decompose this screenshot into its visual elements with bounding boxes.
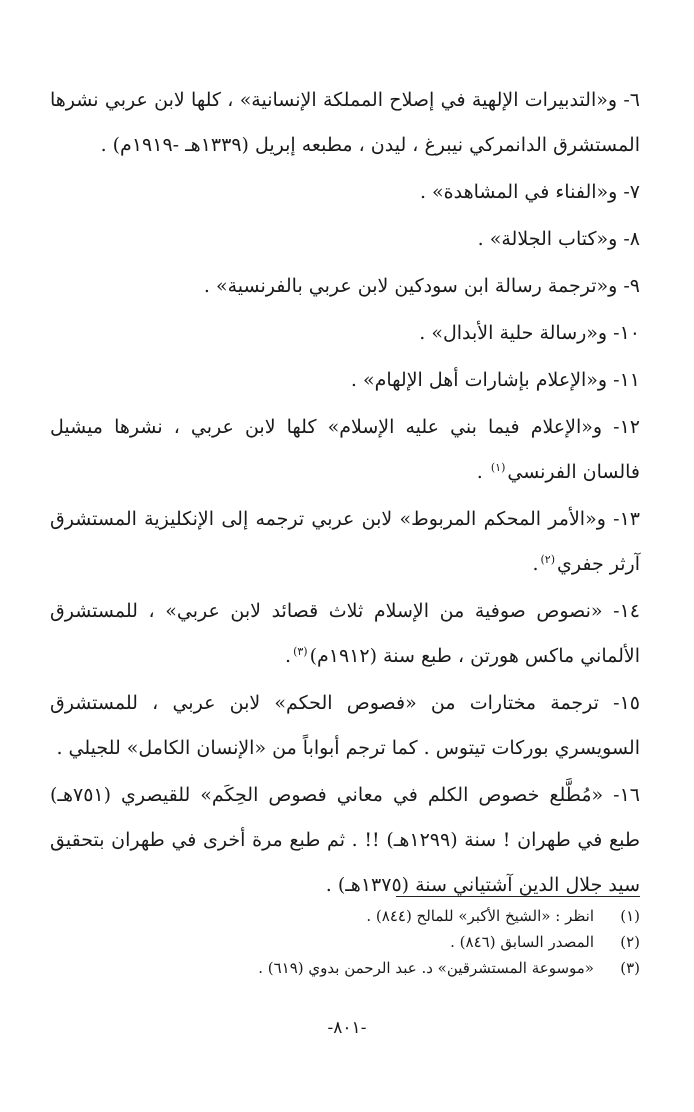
list-item-text: ١٥- ترجمة مختارات من «فصوص الحكم» لابن عربي ، للمستشرق السويسري بوركات تيتوس . كما ترجم أبواباً من «الإنسان الكامل» للجيلي . — [50, 692, 640, 759]
footnote-number: (٢) — [620, 933, 640, 951]
footnote-text: المصدر السابق (٨٤٦) . — [450, 933, 594, 951]
list-item: ١٢- و«الإعلام فيما بني عليه الإسلام» كلها لابن عربي ، نشرها ميشيل فالسان الفرنسي$^{(١)}$ . — [50, 416, 640, 483]
list-item-text: ١٢- و«الإعلام فيما بني عليه الإسلام» كلها لابن عربي ، نشرها ميشيل فالسان الفرنسي — [50, 416, 640, 483]
list-item: ١٤- «نصوص صوفية من الإسلام ثلاث قصائد لابن عربي» ، للمستشرق الألماني ماكس هورتن ، طبع سنة (١٩١٢م)$^{(٣)}$. — [50, 600, 640, 667]
list-item — [50, 78, 640, 168]
list-item — [50, 773, 640, 908]
footnote-marker[interactable]: (٣) — [293, 644, 308, 658]
footnote-number: (١) — [620, 907, 640, 925]
footnote-marker[interactable]: (٢) — [540, 552, 556, 566]
footnote-number: (٣) — [620, 959, 640, 977]
footnote — [50, 955, 640, 981]
list-item — [50, 358, 640, 403]
page-number: -٨٠١- — [327, 1018, 367, 1038]
list-item-text: ٧- و«الفناء في المشاهدة» . — [419, 181, 640, 203]
list-item — [50, 264, 640, 309]
list-item — [50, 217, 640, 262]
footnote-text: انظر : «الشيخ الأكبر» للمالح (٨٤٤) . — [366, 907, 594, 925]
list-item: ١٣- و«الأمر المحكم المربوط» لابن عربي ترجمه إلى الإنكليزية المستشرق آرثر جفري$^{(٢)}$. — [50, 508, 640, 575]
footnote-text: «موسوعة المستشرقين» د. عبد الرحمن بدوي (٦١٩) . — [258, 959, 594, 977]
list-item-text: ١٠- و«رسالة حلية الأبدال» . — [419, 322, 640, 344]
list-item-text: ١١- و«الإعلام بإشارات أهل الإلهام» . — [350, 369, 640, 391]
list-item-text: ١٤- «نصوص صوفية من الإسلام ثلاث قصائد لابن عربي» ، للمستشرق الألماني ماكس هورتن ، طبع سنة (١٩١٢م) — [50, 600, 640, 667]
list-item — [50, 311, 640, 356]
footnote — [50, 903, 640, 929]
list-item — [50, 170, 640, 215]
list-item-text: ١٣- و«الأمر المحكم المربوط» لابن عربي ترجمه إلى الإنكليزية المستشرق آرثر جفري — [50, 508, 640, 575]
list-item-text: ١٦- «مُطَّلع خصوص الكلم في معاني فصوص الحِكَم» للقيصري (٧٥١هـ) طبع في طهران ! سنة (١٢٩٩هـ) !! . ثم طبع مرة أخرى في طهران بتحقيق سيد جلال الدين آشتياني سنة (١٣٧٥هـ) . — [50, 784, 640, 896]
list-item-text: ٨- و«كتاب الجلالة» . — [477, 228, 640, 250]
numbered-list — [50, 78, 640, 910]
footnotes — [50, 903, 640, 981]
footnote-marker[interactable]: (١) — [490, 460, 506, 474]
list-item-text: ٦- و«التدبيرات الإلهية في إصلاح المملكة الإنسانية» ، كلها لابن عربي نشرها المستشرق الدانمركي نيبرغ ، ليدن ، مطبعه إبريل (١٣٣٩هـ -١٩١٩م) . — [50, 89, 640, 156]
footnote — [50, 929, 640, 955]
footnote-divider — [396, 896, 640, 897]
list-item-text: ٩- و«ترجمة رسالة ابن سودكين لابن عربي بالفرنسية» . — [203, 275, 640, 297]
list-item — [50, 681, 640, 771]
